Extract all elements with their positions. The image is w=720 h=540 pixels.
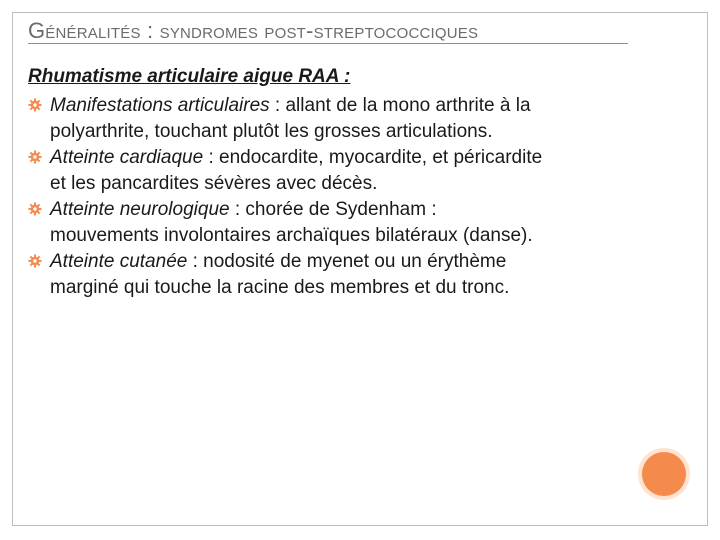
bullet-text: : chorée de Sydenham : bbox=[229, 199, 437, 220]
bullet-term: Atteinte cutanée bbox=[50, 251, 188, 272]
bullet-item bbox=[28, 93, 700, 145]
gear-icon bbox=[28, 150, 42, 164]
bullet-text-continued: marginé qui touche la racine des membres et du tronc. bbox=[50, 277, 510, 298]
bullet-text-continued: et les pancardites sévères avec décès. bbox=[50, 173, 378, 194]
bullet-item bbox=[28, 197, 700, 249]
bullet-text: : nodosité de myenet ou un érythème bbox=[187, 251, 507, 272]
bullet-line bbox=[50, 249, 700, 275]
bullet-text: : endocardite, myocardite, et péricardite bbox=[203, 147, 543, 168]
bullet-item bbox=[28, 249, 700, 301]
frame-bottom-border bbox=[12, 525, 708, 526]
title-underline bbox=[28, 43, 628, 44]
frame-top-border bbox=[12, 12, 708, 13]
bullet-term: Atteinte cardiaque bbox=[50, 147, 204, 168]
bullet-line bbox=[50, 197, 700, 223]
bullet-list bbox=[28, 93, 700, 301]
slide-content bbox=[28, 64, 700, 301]
bullet-item bbox=[28, 145, 700, 197]
frame-left-border bbox=[12, 12, 13, 526]
bullet-line bbox=[50, 145, 700, 171]
bullet-term: Atteinte neurologique bbox=[50, 199, 230, 220]
section-heading: Rhumatisme articulaire aigue RAA : bbox=[28, 66, 351, 87]
frame-right-border bbox=[707, 12, 708, 526]
gear-icon bbox=[28, 254, 42, 268]
bullet-line bbox=[50, 93, 700, 119]
gear-icon bbox=[28, 202, 42, 216]
bullet-text-continued: mouvements involontaires archaïques bilatéraux (danse). bbox=[50, 225, 533, 246]
decorative-orange-circle bbox=[642, 452, 686, 496]
bullet-text: : allant de la mono arthrite à la bbox=[269, 95, 531, 116]
bullet-text-continued: polyarthrite, touchant plutôt les grosses articulations. bbox=[50, 121, 493, 142]
bullet-term: Manifestations articulaires bbox=[50, 95, 270, 116]
gear-icon bbox=[28, 98, 42, 112]
slide-title: Généralités : syndromes post-streptococciques bbox=[28, 18, 479, 43]
